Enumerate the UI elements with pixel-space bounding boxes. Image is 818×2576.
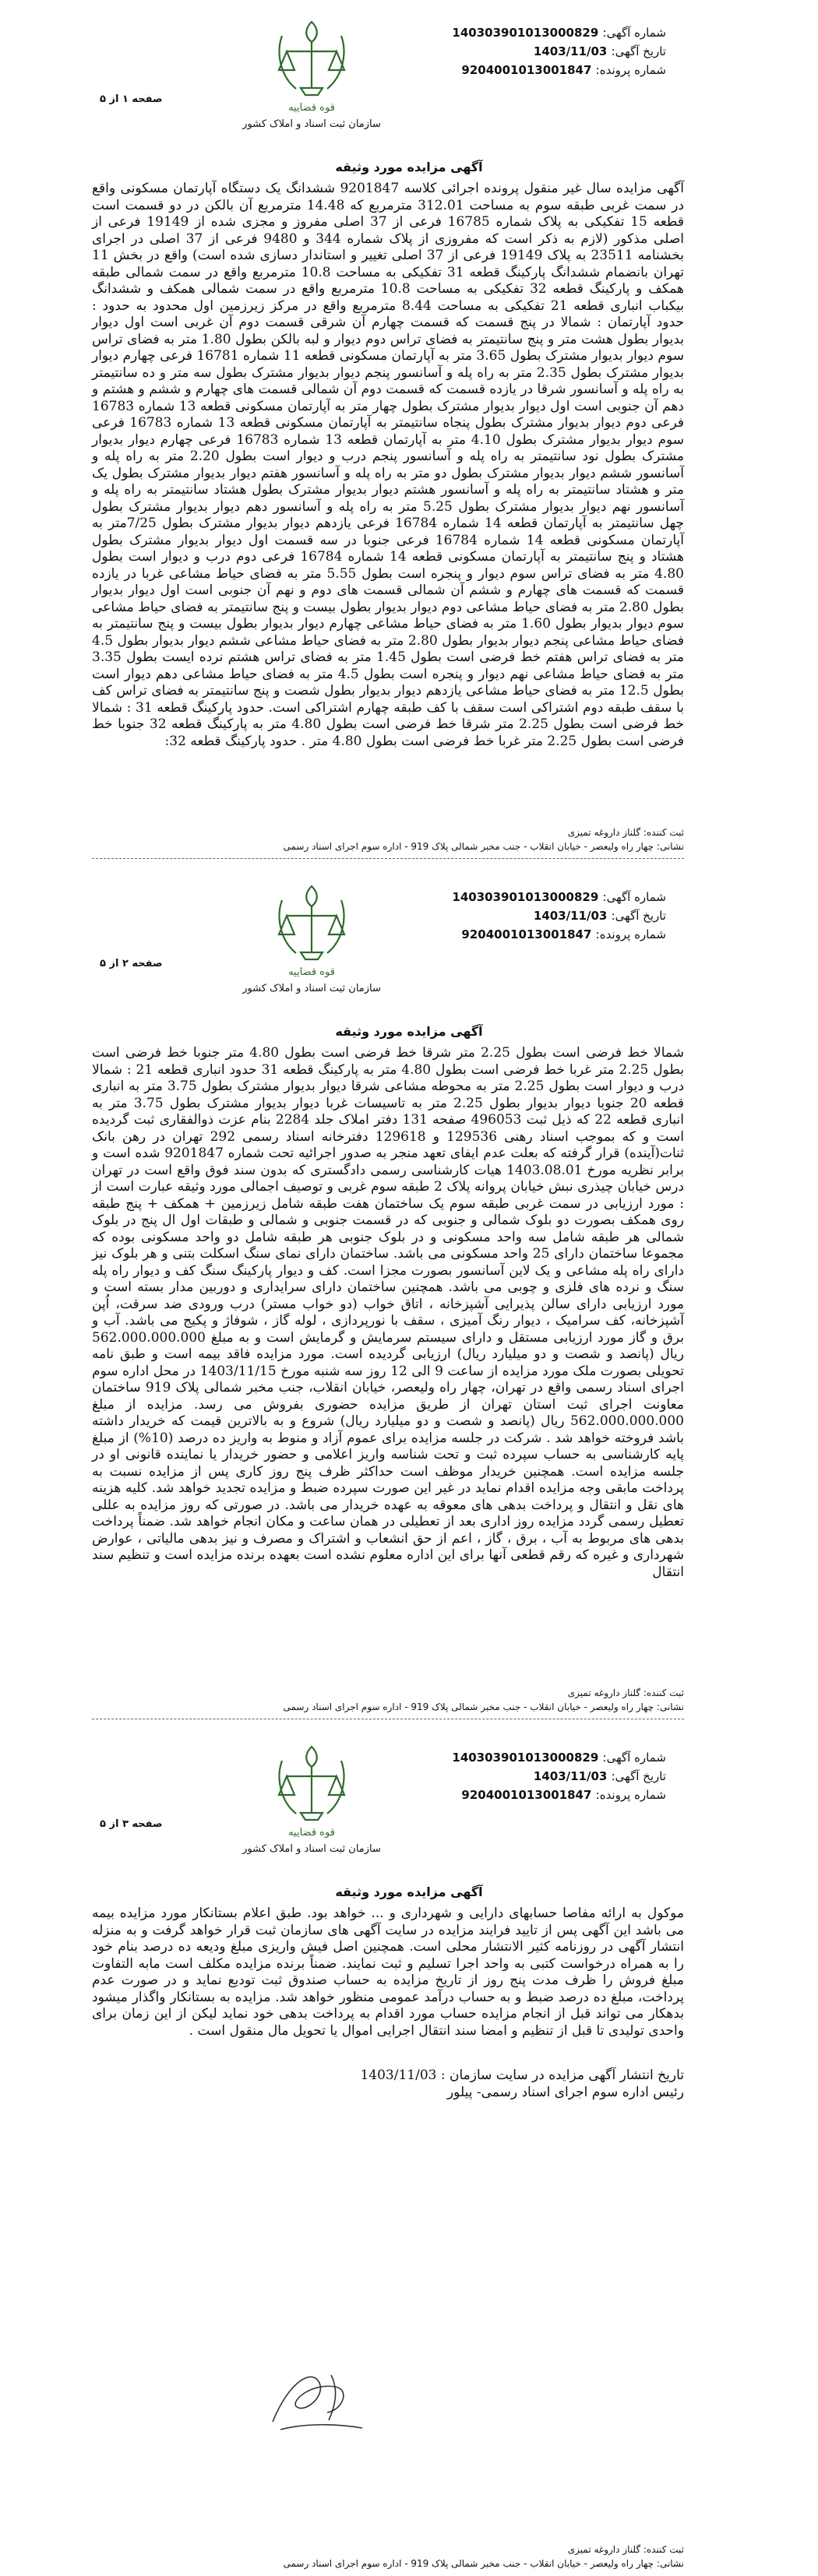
file-number-label: شماره پرونده: [595,927,666,941]
notice-title: آگهی مزایده مورد وثیقه [335,160,483,174]
page-header [0,0,818,171]
page-header [0,864,818,1036]
notice-body: شمالا خط فرضی است بطول 2.25 متر شرقا خط فرضی است بطول 4.80 متر جنوبا خط فرضی است بطول 2.25 متر غربا خط فرضی است بطول 4.80 متر به پارکینگ قطعه 31 حدود انباری قطعه 21 : شمالا درب و دیوار است بطول 2.25 متر به محوطه مشاعی شرقا دیوار بدیوار مشترک بطول 3.75 متر به انباری قطعه 20 جنوبا دیوار بدیوار بطول 2.25 متر به تاسیسات غربا دیوار بدیوار مشترک بطول 3.75 متر به انباری قطعه 22 که ذیل ثبت 496053 صفحه 131 دفتر املاک جلد 2284 بنام عزت ذوالفقاری ثبت گردیده است و که بموجب اسناد رهنی 129536 و 129618 دفترخانه اسناد رسمی 292 تهران در رهن بانک ثنات(آینده) قرار گرفته که بعلت عدم ایفای تعهد منجر به صدور اجرائیه تحت شماره 9201847 شده است و برابر نظریه مورخ 1403.08.01 هیات کارشناسی رسمی دادگستری که بدون سند فوق واقع است در تهران درس خیابان چیذری نبش خیابان پروانه پلاک 2 طبقه سوم غربی و توصیف اجمالی مورد وثیقه عبارت است از : مورد ارزیابی در سمت غربی طبقه سوم یک ساختمان هفت طبقه شامل زیرزمین + همکف + پنج طبقه روی همکف بصورت دو بلوک شمالی و جنوبی که در قسمت جنوبی و شمالی و طبقات اول ال پنج در بلوک شمالی هر طبقه شامل سه واحد مسکونی و در بلوک جنوبی هر طبقه شامل دو واحد مسکونی بوده که مجموعا ساختمان دارای 25 واحد مسکونی می باشد. ساختمان دارای نمای سنگ اسکلت بتنی و هر بلوک نیز دارای راه پله مشاعی و یک لاین آسانسور بصورت مجزا است. کف و دیوار پارکینگ سنگ کف و دیوار راه پله سنگ و نرده های فلزی و چوبی می باشد. همچنین ساختمان دارای سرایداری و دوربین مدار بسته است و مورد ارزیابی دارای سالن پذیرایی آشپزخانه ، اتاق خواب (دو خواب مستر) درب ورودی ضد سرقت، اُپن آشپزخانه، کف سرامیک ، دیوار رنگ آمیزی ، سقف با نورپردازی ، لوله گاز ، شوفاژ و پکیج می باشد. آب و برق و گاز مورد ارزیابی مستقل و دارای سیستم سرمایش و گرمایش است و به مبلغ 562.000.000.000 ریال (پانصد و شصت و دو میلیارد ریال) ارزیابی گردیده است. مورد مزایده فاقد بیمه است و طبق نامه تحویلی بصورت ملک مورد مزایده از ساعت 9 الی 12 روز سه شنبه مورخ 1403/11/15 در محل اداره سوم اجرای اسناد رسمی واقع در تهران، چهار راه ولیعصر، خیابان انقلاب، جنب مخبر شمالی پلاک 919 ساختمان معاونت اجرای ثبت استان تهران از طریق مزایده حضوری بفروش می رسد. مزایده از مبلغ 562.000.000.000 ریال (پانصد و شصت و دو میلیارد ریال) شروع و به بالاترین قیمت که خریدار داشته باشد فروخته خواهد شد . شرکت در جلسه مزایده برای عموم آزاد و منوط به واریز ده درصد (10%) از مبلغ پایه کارشناسی به حساب سپرده ثبت و تحت شناسه واریز اعلامی و حضور خریدار یا نماینده قانونی او در جلسه مزایده است. همچنین خریدار موظف است حداکثر ظرف پنج روز کاری پس از مزایده نسبت به پرداخت مابقی وجه مزایده اقدام نماید در غیر این صورت سپرده ضبط و مزایده تجدید خواهد شد. کلیه هزینه های نقل و انتقال و پرداخت بدهی های معوقه به عهده خریدار می باشد. در صورتی که روز مزایده به عللی تعطیل رسمی گردد مزایده روز اداری بعد از تعطیلی در همان ساعت و مکان انجام خواهد شد. ضمناً پرداخت بدهی های مربوط به آب ، برق ، گاز ، اعم از حق انشعاب و اشتراک و مصرف و نیز بدهی مالیاتی ، عوارض شهرداری و غیره که رقم قطعی آنها برای این اداره معلوم نشده است بعهده برنده مزایده است و تنظیم سند انتقال [92,1045,685,1580]
org-name: سازمان ثبت اسناد و املاک کشور [242,983,381,994]
page-count: صفحه ۲ از ۵ [100,958,163,970]
org-name: سازمان ثبت اسناد و املاک کشور [242,1843,381,1855]
ad-number-label: شماره آگهی: [602,1751,666,1765]
file-number-label: شماره پرونده: [595,1788,666,1802]
footer-address: نشانی: چهار راه ولیعصر - خیابان انقلاب - جنب مخبر شمالی پلاک 919 - اداره سوم اجرای اسناد رسمی [283,2558,684,2569]
page-count: صفحه ۳ از ۵ [100,1818,163,1830]
svg-text:قوه قضاییه: قوه قضاییه [288,966,335,978]
footer-address: نشانی: چهار راه ولیعصر - خیابان انقلاب - جنب مخبر شمالی پلاک 919 - اداره سوم اجرای اسناد رسمی [283,841,684,852]
emblem-icon [265,878,358,995]
page-footer [92,825,684,853]
page-footer [92,1686,684,1714]
ad-date: 1403/11/03 [533,909,608,923]
notice-body: آگهی مزایده سال غیر منقول پرونده اجرائی کلاسه 9201847 ششدانگ یک دستگاه آپارتمان مسکونی واقع در سمت غربی طبقه سوم به مساحت 312.01 مترمربع که 14.48 مترمربع آن بالکن در دو قسمت است قطعه 15 تفکیکی به پلاک شماره 16785 فرعی از 37 اصلی مفروز و مجزی شده از 19149 فرعی از اصلی مذکور (لازم به ذکر است که مفروزی از پلاک شماره 344 و 9480 فرعی از 37 اصلی در اجرای بخشنامه 23511 به پلاک 19149 فرعی از 37 اصلی تغییر و استاندار دسازی شده است) واقع در بخش 11 تهران بانضمام ششدانگ پارکینگ قطعه 31 تفکیکی به مساحت 10.8 مترمربع واقع در سمت شمالی طبقه همکف و پارکینگ قطعه 32 تفکیکی به مساحت 10.8 مترمربع واقع در سمت شمالی همکف و ششدانگ بیکباب انباری قطعه 21 تفکیکی به مساحت 8.44 مترمربع واقع در مرکز زیرزمین اول محدود به حدود : حدود آپارتمان : شمالا در پنج قسمت که قسمت چهارم آن شرقی قسمت دوم آن غربی است اول دیوار بدیوار بطول هشت متر و پنج سانتیمتر به فضای تراس دوم دیوار و لبه بالکن بطول 1.80 متر به فضای تراس سوم دیوار بدیوار مشترک بطول 3.65 متر به آپارتمان مسکونی قطعه 11 شماره 16781 فرعی چهارم دیوار بدیوار مشترک بطول 2.35 متر به راه پله و آسانسور پنجم دیوار بدیوار مشترک بطول سه متر و ده سانتیمتر به راه پله و آسانسور شرقا در یازده قسمت که قسمت دوم آن شمالی قسمت های چهارم و ششم و هشتم و دهم آن جنوبی است اول دیوار بدیوار مشترک بطول چهار متر به آپارتمان مسکونی قطعه 13 شماره 16783 فرعی دوم دیوار بدیوار مشترک بطول پنجاه سانتیمتر به آپارتمان مسکونی قطعه 13 شماره 16783 فرعی سوم دیوار بدیوار مشترک بطول 4.10 متر به آپارتمان قطعه 13 شماره 16783 فرعی چهارم دیوار بدیوار مشترک بطول نود سانتیمتر به راه پله و آسانسور پنجم درب و دیوار است بطول 2.20 متر به راه پله و آسانسور ششم دیوار بدیوار مشترک بطول دو متر به راه پله و آسانسور هفتم دیوار بدیوار مشترک بطول یک متر و هشتاد سانتیمتر به راه پله و آسانسور هشتم دیوار بدیوار مشترک بطول هشتاد سانتیمتر به راه پله و آسانسور نهم دیوار بدیوار مشترک بطول 5.25 متر به راه پله و آسانسور دهم دیوار بدیوار مشترک بطول چهل سانتیمتر به آپارتمان قطعه 14 شماره 16784 فرعی یازدهم دیوار بدیوار مشترک بطول 7/25متر به آپارتمان مسکونی قطعه 14 شماره 16784 فرعی جنوبا در سه قسمت اول دیوار بدیوار مشترک بطول هشتاد و پنج سانتیمتر به آپارتمان مسکونی قطعه 14 شماره 16784 فرعی دوم درب و دیوار است بطول 4.80 متر به فضای تراس سوم دیوار و پنجره است بطول 5.55 متر به فضای حیاط مشاعی غربا در یازده قسمت که قسمت های چهارم و ششم آن شمالی قسمت های دوم و نهم آن جنوبی است اول دیوار بدیوار بطول 2.80 متر به فضای حیاط مشاعی دوم دیوار بدیوار بطول بیست و پنج سانتیمتر به فضای حیاط مشاعی سوم دیوار بدیوار بطول 1.60 متر به فضای حیاط مشاعی چهارم دیوار بدیوار بطول بیست و پنج سانتیمتر به فضای حیاط مشاعی پنجم دیوار بدیوار بطول 2.80 متر به فضای حیاط مشاعی ششم دیوار بدیوار بطول 4.5 متر به فضای تراس هفتم خط فرضی است بطول 1.45 متر به فضای تراس هشتم نرده ایست بطول 3.35 متر به فضای حیاط مشاعی نهم دیوار و پنجره است بطول 4.5 متر به فضای حیاط مشاعی دهم دیوار است بطول 12.5 متر به فضای حیاط مشاعی یازدهم دیوار بدیوار بطول شصت و پنج سانتیمتر به فضای تراس کف با سقف طبقه دوم اشتراکی است سقف با کف طبقه چهارم اشتراکی است. حدود پارکینگ قطعه 31 : شمالا خط فرضی است بطول 2.25 متر شرقا خط فرضی است بطول 4.80 متر به پارکینگ قطعه 32 جنوبا خط فرضی است بطول 2.25 متر غربا خط فرضی است بطول 4.80 متر . حدود پارکینگ قطعه 32: [92,181,685,749]
ad-meta [425,888,666,944]
ad-number: 140303901013000829 [452,890,599,904]
ad-date-label: تاریخ آگهی: [611,1769,666,1783]
publish-date-line: تاریخ انتشار آگهی مزایده در سایت سازمان : 1403/11/03 [360,2067,684,2083]
ad-number-label: شماره آگهی: [602,26,666,40]
ad-date: 1403/11/03 [533,1769,608,1783]
svg-text:قوه قضاییه: قوه قضاییه [288,1827,335,1839]
ad-number: 140303901013000829 [452,1751,599,1765]
page-separator [92,858,684,859]
page-footer [92,2543,684,2571]
page-1 [0,0,818,852]
page-count: صفحه ۱ از ۵ [100,93,163,105]
footer-registrar: ثبت کننده: گلناز داروغه تمیزی [567,1687,684,1698]
file-number: 9204001013001847 [461,927,592,941]
page-header [0,1725,818,1896]
ad-date-label: تاریخ آگهی: [611,909,666,923]
org-name: سازمان ثبت اسناد و املاک کشور [242,118,381,130]
ad-date: 1403/11/03 [533,44,608,58]
emblem-icon [265,1739,358,1856]
svg-text:قوه قضاییه: قوه قضاییه [288,102,335,114]
file-number: 9204001013001847 [461,1788,592,1802]
page-2 [0,864,818,1712]
emblem-icon [265,14,358,131]
handwritten-signature-icon [257,2352,374,2445]
file-number: 9204001013001847 [461,63,592,77]
ad-number-label: شماره آگهی: [602,890,666,904]
footer-address: نشانی: چهار راه ولیعصر - خیابان انقلاب - جنب مخبر شمالی پلاک 919 - اداره سوم اجرای اسناد رسمی [283,1701,684,1712]
notice-title: آگهی مزایده مورد وثیقه [335,1884,483,1899]
notice-title: آگهی مزایده مورد وثیقه [335,1024,483,1039]
ad-meta [425,23,666,79]
page-3 [0,1725,818,2569]
footer-registrar: ثبت کننده: گلناز داروغه تمیزی [567,2544,684,2555]
ad-date-label: تاریخ آگهی: [611,44,666,58]
ad-number: 140303901013000829 [452,26,599,40]
footer-registrar: ثبت کننده: گلناز داروغه تمیزی [567,827,684,838]
ad-meta [425,1748,666,1804]
notice-body: موکول به ارائه مفاصا حسابهای دارایی و شهرداری و ... خواهد بود. طبق اعلام بستانکار مورد مزایده بیمه می باشد این آگهی پس از تایید فرایند مزایده در سایت آگهی های سازمان ثبت قرار خواهد گرفت و به منزله انتشار آگهی در روزنامه کثیر الانتشار محلی است. همچنین اصل فیش واریزی مبلغ ودیعه ده درصد بنام خود را به همراه درخواست کتبی به واحد اجرا تسلیم و ثبت نمایند. ضمناً برنده مزایده مکلف است مابه التفاوت مبلغ فروش را ظرف مدت پنج روز از تاریخ مزایده به حساب صندوق ثبت تودیع نماید و در صورت عدم پرداخت، مبلغ ده درصد ضبط و به حساب درآمد عمومی منظور خواهد شد. مزایده به بستانکار واگذار میشود بدهکار می تواند قبل از انجام مزایده حساب مورد اقدام به پرداخت بدهی خود نماید لیکن از این زمان برای واحدی تولیدی تا قبل از تنظیم و امضا سند انتقال اجرایی اموال یا تحویل مال منقول است . [92,1906,685,2039]
file-number-label: شماره پرونده: [595,63,666,77]
office-line: رئیس اداره سوم اجرای اسناد رسمی- پیلور [446,2085,684,2100]
